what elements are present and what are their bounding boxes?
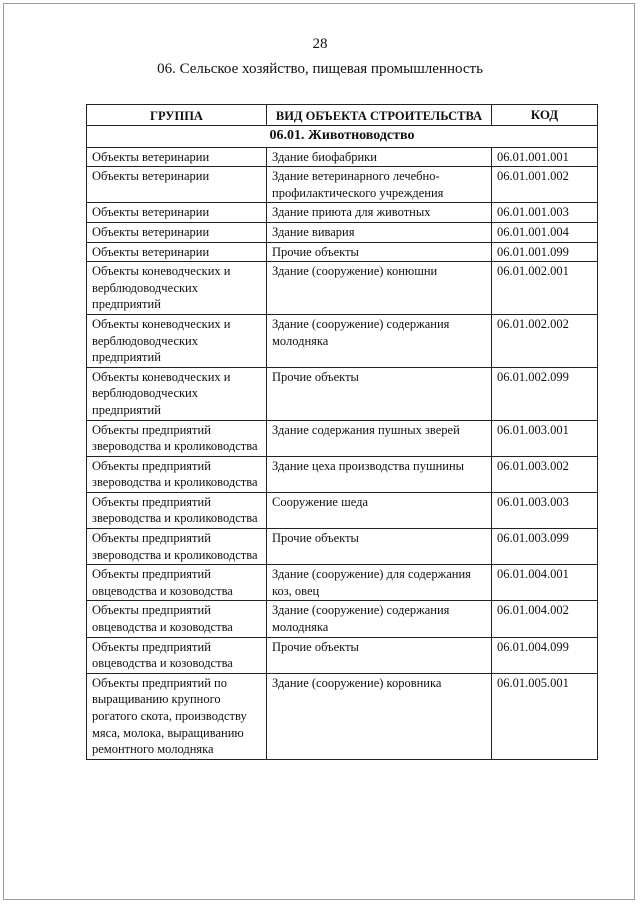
cell-code: 06.01.003.003 [492, 492, 598, 528]
cell-code: 06.01.002.001 [492, 262, 598, 315]
header-code: КОД [492, 105, 598, 126]
subsection-row [87, 126, 598, 148]
cell-code: 06.01.005.001 [492, 673, 598, 759]
cell-group: Объекты предприятий звероводства и кролиководства [87, 420, 267, 456]
cell-kind: Здание вивария [267, 222, 492, 242]
table-row [87, 242, 598, 262]
cell-group: Объекты ветеринарии [87, 147, 267, 167]
cell-kind: Здание содержания пушных зверей [267, 420, 492, 456]
cell-group: Объекты предприятий овцеводства и козоводства [87, 637, 267, 673]
table-row [87, 167, 598, 203]
cell-code: 06.01.004.002 [492, 601, 598, 637]
cell-code: 06.01.002.099 [492, 367, 598, 420]
table-row [87, 601, 598, 637]
table-row [87, 314, 598, 367]
cell-group: Объекты коневодческих и верблюдоводческих предприятий [87, 262, 267, 315]
table-row [87, 456, 598, 492]
subsection-title: 06.01. Животноводство [87, 126, 598, 148]
table-row [87, 367, 598, 420]
table-row [87, 492, 598, 528]
cell-group: Объекты ветеринарии [87, 242, 267, 262]
cell-group: Объекты коневодческих и верблюдоводческих предприятий [87, 367, 267, 420]
cell-kind: Здание (сооружение) для содержания коз, овец [267, 565, 492, 601]
table-row [87, 420, 598, 456]
table-row [87, 203, 598, 223]
cell-code: 06.01.001.004 [492, 222, 598, 242]
cell-kind: Прочие объекты [267, 242, 492, 262]
cell-kind: Здание (сооружение) содержания молодняка [267, 314, 492, 367]
cell-group: Объекты предприятий овцеводства и козоводства [87, 601, 267, 637]
cell-group: Объекты ветеринарии [87, 167, 267, 203]
table-row [87, 637, 598, 673]
section-title: 06. Сельское хозяйство, пищевая промышленность [157, 61, 483, 77]
cell-group: Объекты ветеринарии [87, 222, 267, 242]
cell-code: 06.01.003.002 [492, 456, 598, 492]
cell-kind: Здание ветеринарного лечебно-профилактического учреждения [267, 167, 492, 203]
cell-code: 06.01.002.002 [492, 314, 598, 367]
cell-kind: Прочие объекты [267, 367, 492, 420]
cell-group: Объекты предприятий звероводства и кролиководства [87, 456, 267, 492]
cell-code: 06.01.001.003 [492, 203, 598, 223]
cell-code: 06.01.004.001 [492, 565, 598, 601]
cell-code: 06.01.001.002 [492, 167, 598, 203]
cell-kind: Здание (сооружение) содержания молодняка [267, 601, 492, 637]
cell-group: Объекты предприятий звероводства и кролиководства [87, 529, 267, 565]
cell-group: Объекты предприятий по выращиванию крупного рогатого скота, производству мяса, молока, выращиванию ремонтного молодняка [87, 673, 267, 759]
cell-code: 06.01.003.099 [492, 529, 598, 565]
cell-kind: Здание приюта для животных [267, 203, 492, 223]
cell-code: 06.01.004.099 [492, 637, 598, 673]
header-group: ГРУППА [87, 105, 267, 126]
cell-kind: Прочие объекты [267, 637, 492, 673]
table-header-row [87, 105, 598, 126]
cell-code: 06.01.001.099 [492, 242, 598, 262]
cell-kind: Прочие объекты [267, 529, 492, 565]
header-kind: ВИД ОБЪЕКТА СТРОИТЕЛЬСТВА [267, 105, 492, 126]
table-row [87, 222, 598, 242]
cell-group: Объекты ветеринарии [87, 203, 267, 223]
page-number: 28 [312, 36, 328, 52]
cell-group: Объекты предприятий звероводства и кролиководства [87, 492, 267, 528]
object-code-table [86, 104, 598, 760]
cell-code: 06.01.001.001 [492, 147, 598, 167]
cell-kind: Здание биофабрики [267, 147, 492, 167]
table-row [87, 147, 598, 167]
cell-group: Объекты коневодческих и верблюдоводческих предприятий [87, 314, 267, 367]
cell-kind: Здание (сооружение) конюшни [267, 262, 492, 315]
cell-group: Объекты предприятий овцеводства и козоводства [87, 565, 267, 601]
table-row [87, 565, 598, 601]
table-row [87, 529, 598, 565]
cell-kind: Здание цеха производства пушнины [267, 456, 492, 492]
table-row [87, 262, 598, 315]
table-row [87, 673, 598, 759]
cell-code: 06.01.003.001 [492, 420, 598, 456]
cell-kind: Здание (сооружение) коровника [267, 673, 492, 759]
cell-kind: Сооружение шеда [267, 492, 492, 528]
